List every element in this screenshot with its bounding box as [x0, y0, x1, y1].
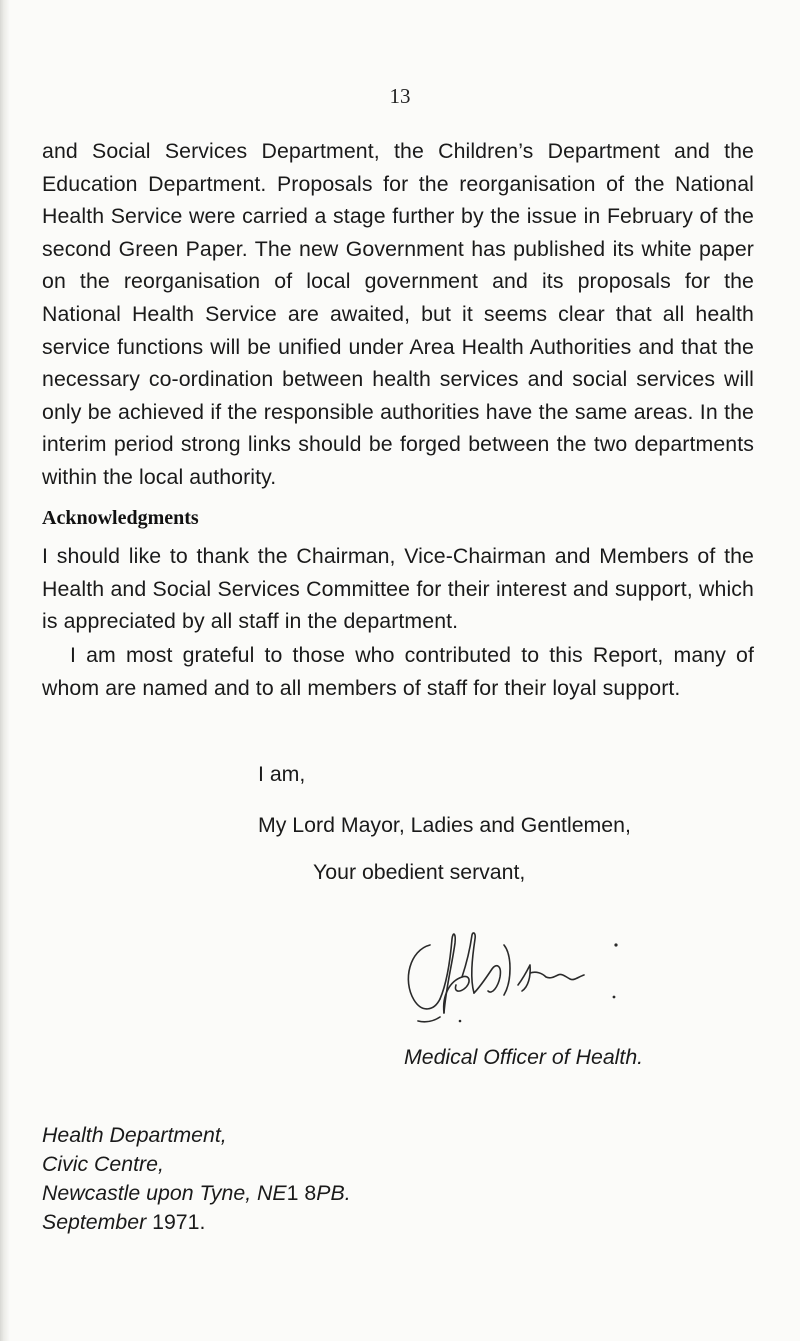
section-heading: Acknowledgments	[42, 507, 199, 529]
acknowledgment-paragraph: I am most grateful to those who contributed to this Report, many of whom are named and to all members of staff for their loyal support.	[42, 643, 754, 700]
closing-line: I am,	[258, 762, 306, 786]
address-line: Health Department,	[42, 1123, 227, 1147]
postcode-part: 8	[304, 1181, 317, 1205]
address-line	[42, 1179, 351, 1208]
signatory-title: Medical Officer of Health.	[404, 1045, 644, 1069]
date-month: September	[42, 1210, 147, 1234]
acknowledgment-paragraph: I should like to thank the Chairman, Vice-Chairman and Members of the Health and Social Services Committee for their interest and support, which is appreciated by all staff in the department.	[42, 544, 754, 634]
address-date	[42, 1208, 351, 1237]
date-year: 1971.	[152, 1210, 206, 1234]
page-number: 13	[389, 84, 411, 108]
body-paragraph: and Social Services Department, the Children’s Department and the Education Department. Proposals for the reorganisation of the National Health Service were carried a stage further by the issue in February of the second Green Paper. The new Government has published its white paper on the reorganisation of local government and its proposals for the National Health Service are awaited, but it seems clear that all health service functions will be unified under Area Health Authorities and that the necessary co-ordination between health services and social services will only be achieved if the responsible authorities have the same areas. In the interim period strong links should be forged between the two departments within the local authority.	[42, 139, 754, 489]
sender-address	[42, 1121, 351, 1237]
closing-valediction: Your obedient servant,	[313, 860, 526, 884]
handwritten-signature	[400, 925, 700, 1025]
address-line: Civic Centre,	[42, 1152, 164, 1176]
closing-salutation: My Lord Mayor, Ladies and Gentlemen,	[258, 813, 631, 837]
postcode-part: PB.	[316, 1181, 351, 1205]
postcode-part: 1	[286, 1181, 299, 1205]
page-binding-edge	[0, 0, 10, 1341]
address-city: Newcastle upon Tyne, NE	[42, 1181, 287, 1205]
